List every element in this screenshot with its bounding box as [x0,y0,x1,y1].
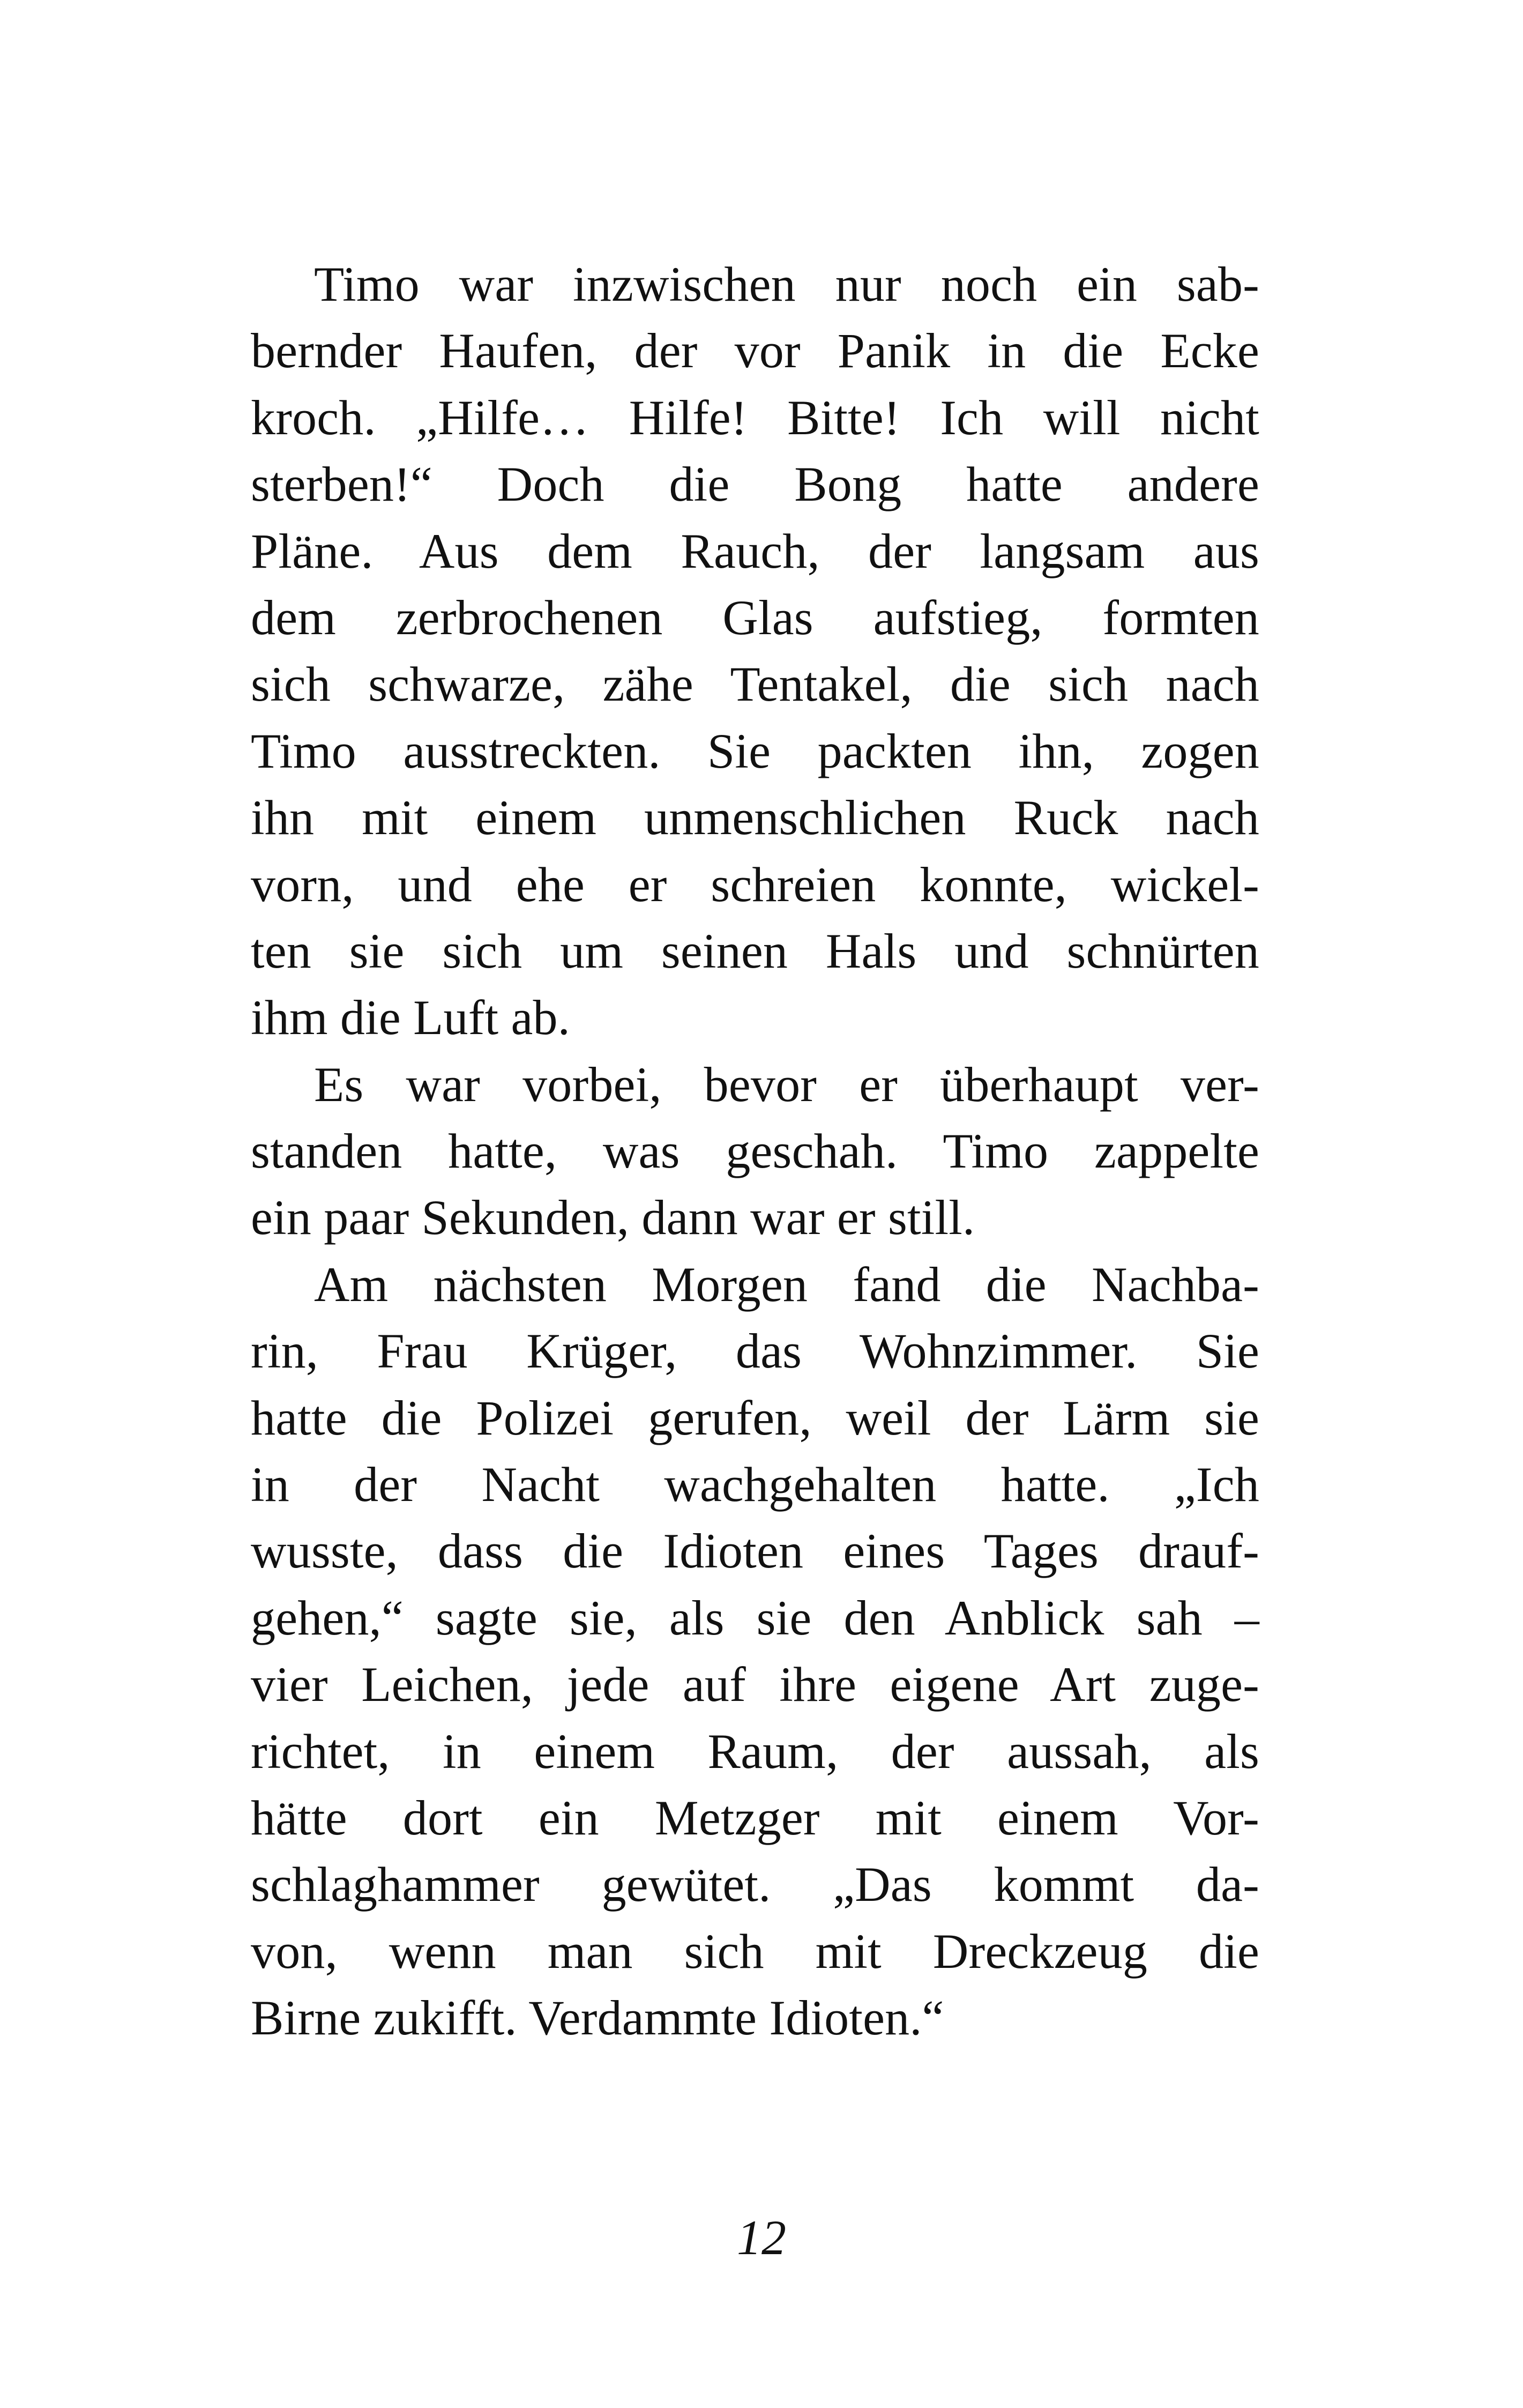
text-line: Timo ausstreckten. Sie packten ihn, zogen [251,723,1259,778]
text-line: Birne zukifft. Verdammte Idioten.“ [251,1990,944,2046]
text-line: vorn, und ehe er schreien konnte, wickel- [251,857,1259,912]
text-line: vier Leichen, jede auf ihre eigene Art zuge- [251,1657,1259,1712]
text-line: dem zerbrochenen Glas aufstieg, formten [251,590,1259,645]
text-line: ihm die Luft ab. [251,990,570,1045]
text-line: ein paar Sekunden, dann war er still. [251,1190,975,1245]
text-line: sich schwarze, zähe Tentakel, die sich nach [251,657,1259,712]
page-number: 12 [737,2210,786,2265]
text-line: ihn mit einem unmenschlichen Ruck nach [251,790,1259,845]
text-line: Am nächsten Morgen fand die Nachba- [314,1257,1259,1312]
text-line: richtet, in einem Raum, der aussah, als [251,1723,1259,1779]
text-line: Es war vorbei, bevor er überhaupt ver- [314,1057,1259,1112]
paragraph [251,1051,1259,1251]
text-line: kroch. „Hilfe… Hilfe! Bitte! Ich will nicht [251,390,1259,445]
text-line: bernder Haufen, der vor Panik in die Ecke [251,323,1259,378]
text-line: ten sie sich um seinen Hals und schnürten [251,923,1259,978]
text-line: sterben!“ Doch die Bong hatte andere [251,457,1259,512]
text-line: hatte die Polizei gerufen, weil der Lärm sie [251,1390,1259,1445]
text-line: hätte dort ein Metzger mit einem Vor- [251,1790,1259,1845]
text-line: von, wenn man sich mit Dreckzeug die [251,1923,1259,1979]
text-line: wusste, dass die Idioten eines Tages drauf- [251,1523,1259,1579]
text-line: standen hatte, was geschah. Timo zappelte [251,1124,1259,1179]
book-page-text [251,251,1259,2052]
text-line: Timo war inzwischen nur noch ein sab- [314,257,1259,311]
text-line: rin, Frau Krüger, das Wohnzimmer. Sie [251,1324,1259,1379]
paragraph [251,1251,1259,2052]
text-line: gehen,“ sagte sie, als sie den Anblick sah – [251,1590,1259,1645]
text-line: in der Nacht wachgehalten hatte. „Ich [251,1457,1259,1512]
text-line: Pläne. Aus dem Rauch, der langsam aus [251,523,1259,578]
paragraph [251,251,1259,1051]
text-line: schlaghammer gewütet. „Das kommt da- [251,1857,1259,1912]
